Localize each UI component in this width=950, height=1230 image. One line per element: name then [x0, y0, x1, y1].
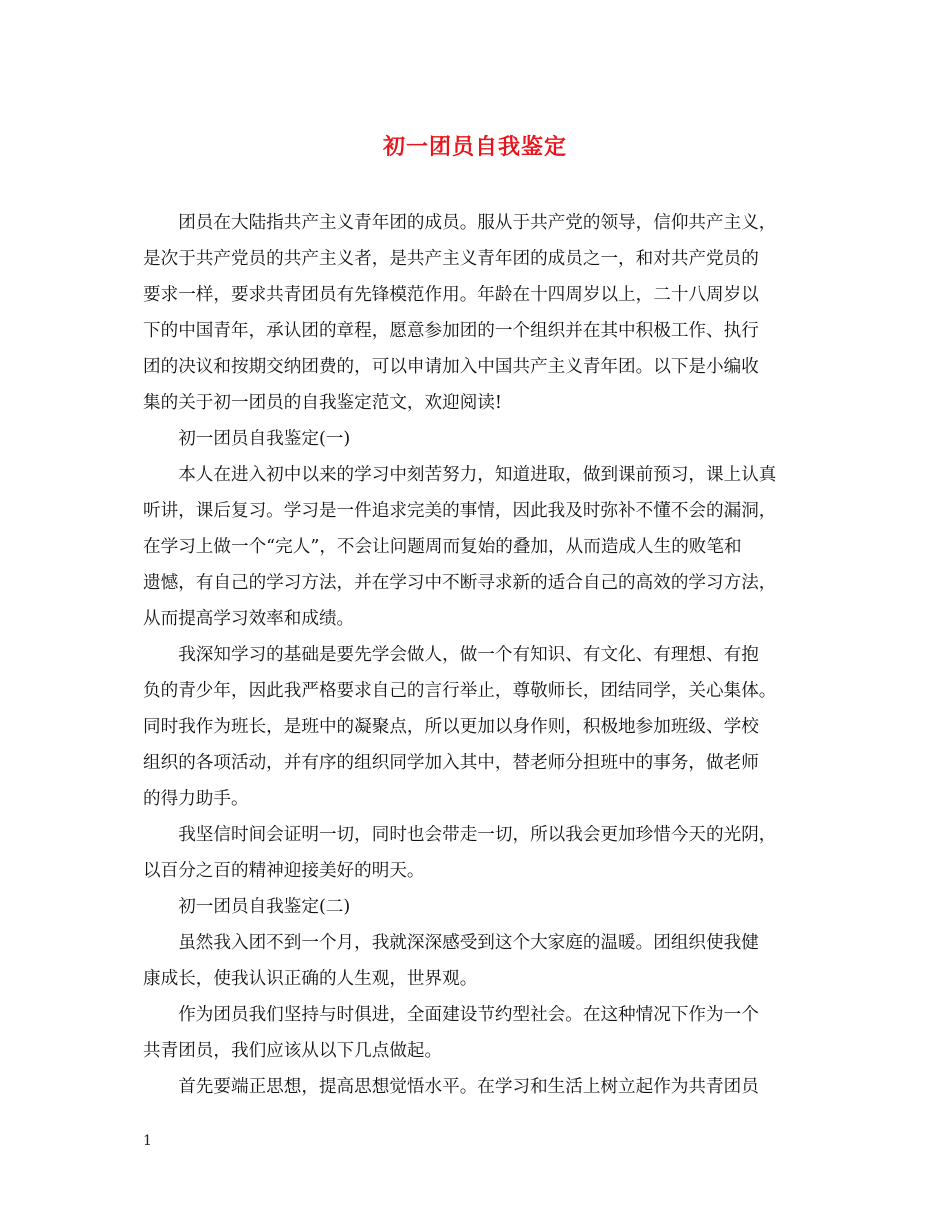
paragraph-conduct: 我深知学习的基础是要先学会做人，做一个有知识、有文化、有理想、有抱 负的青少年，因此我严格要求自己的言行举止，尊敬师长，团结同学，关心集体。 同时我作为班长，是班中的凝聚点，所以更加以身作则，积极地参加班级、学校 组织的各项活动，并有序的组织同学加入其中，替老师分担班中的事务，做老师 的得力助手。: [143, 645, 777, 809]
paragraph-society: 作为团员我们坚持与时俱进，全面建设节约型社会。在这种情况下作为一个 共青团员，我们应该从以下几点做起。: [143, 1005, 759, 1061]
section-heading-one: 初一团员自我鉴定(一): [178, 429, 351, 449]
paragraph-intro: 团员在大陆指共产主义青年团的成员。服从于共产党的领导，信仰共产主义， 是次于共产党员的共产主义者，是共产主义青年团的成员之一，和对共产党员的 要求一样，要求共青团员有先锋模范作用。年龄在十四周岁以上，二十八周岁以 下的中国青年，承认团的章程，愿意参加团的一个组织并在其中积极工作、执行 团的决议和按期交纳团费的，可以申请加入中国共产主义青年团。以下是小编收 集的关于初一团员的自我鉴定范文，欢迎阅读!: [143, 213, 777, 413]
paragraph-ideology: 首先要端正思想，提高思想觉悟水平。在学习和生活上树立起作为共青团员: [178, 1077, 759, 1097]
paragraph-study: 本人在进入初中以来的学习中刻苦努力，知道进取，做到课前预习，课上认真 听讲，课后复习。学习是一件追求完美的事情，因此我及时弥补不懂不会的漏洞， 在学习上做一个“完人”，不会让问题周而复始的叠加，从而造成人生的败笔和 遗憾，有自己的学习方法，并在学习中不断寻求新的适合自己的高效的学习方法， 从而提高学习效率和成绩。: [143, 465, 777, 629]
paragraph-time: 我坚信时间会证明一切，同时也会带走一切，所以我会更加珍惜今天的光阴， 以百分之百的精神迎接美好的明天。: [143, 825, 777, 881]
document-body: [143, 205, 825, 1105]
document-title: 初一团员自我鉴定: [382, 134, 567, 160]
paragraph-warmth: 虽然我入团不到一个月，我就深深感受到这个大家庭的温暖。团组织使我健 康成长，使我认识正确的人生观，世界观。: [143, 933, 759, 989]
page-number: 1: [143, 1133, 152, 1149]
section-heading-two: 初一团员自我鉴定(二): [178, 897, 351, 917]
